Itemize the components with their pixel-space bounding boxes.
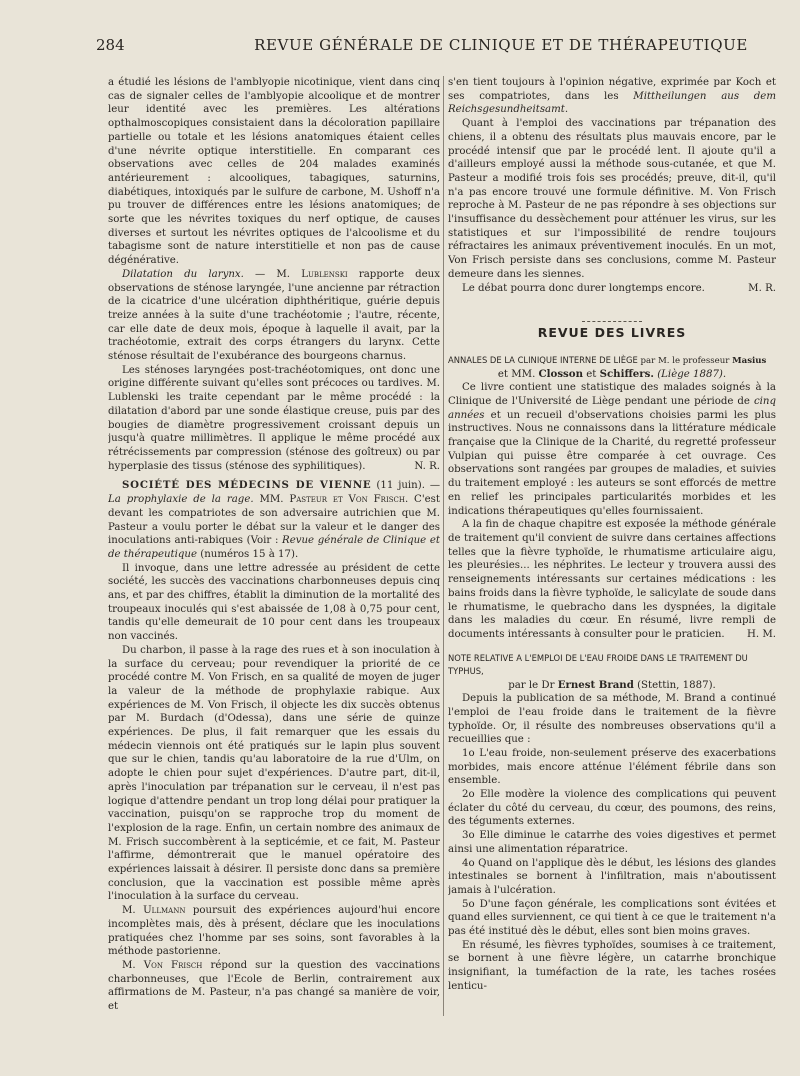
author-name: Lublenski [301,268,348,280]
signature: N. R. [414,460,440,472]
left-column [108,76,440,1066]
book-entry-title: ANNALES DE LA CLINIQUE INTERNE DE LIÈGE par M. le professeur Masius et MM. Closson et Schiffers. (Liège 1887). [448,355,767,380]
page-number: 284 [96,36,125,54]
paragraph: En résumé, les fièvres typhoïdes, soumises à ce traitement, se bornent à une fièvre légère, un catarrhe bronchique insignifiant, la tuméfaction de la rate, les taches rosées lenticu- [448,939,776,992]
signature: M. R. [748,282,776,294]
paragraph: Depuis la publication de sa méthode, M. Brand a continué l'emploi de l'eau froide dans le traitement de la fièvre typhoïde. Or, il résulte des nombreuses observations qu'il a recueillies que : [448,693,776,746]
topic-title: La prophylaxie de la rage. [108,494,254,506]
paragraph-larynx: Dilatation du larynx. — M. Lublenski rapporte deux observations de sténose laryngée, l'une ancienne par rétraction de la cicatrice d'une ulcération diphthéritique, guérie depuis treize années à la suite d'une trachéotomie ; l'autre, récente, car elle date de deux mois, époque à laquelle il avait, par la trachéotomie, extrait des corps étrangers du larynx. Cette sténose résultait de l'exubérance des bourgeons charnus. [108,268,440,363]
list-item: 5o D'une façon générale, les complications sont évitées et quand elles surviennent, ce qui tient à ce que le traitement n'a pas été institué dès le début, elles sont bien moins graves. [448,898,776,938]
right-column [448,76,776,1066]
paragraph: Quant à l'emploi des vaccinations par trépanation des chiens, il a obtenu des résultats plus mauvais encore, par le procédé intensif que par le procédé lent. Il ajoute qu'il a d'ailleurs employé aussi la méthode sous-cutanée, et que M. Pasteur a modifié trois fois ses procédés; preuve, dit-il, qu'il n'a pas encore trouvé une formule définitive. M. Von Frisch reproche à M. Pasteur de ne pas répondre à ses objections sur l'insuffisance du dessèchement pour atténuer les virus, sur les statistiques et sur l'impossibilité de rendre toujours réfractaires les animaux préventivement inoculés. En un mot, Von Frisch persiste dans ses conclusions, comme M. Pasteur demeure dans les siennes. [448,118,776,280]
paragraph: Les sténoses laryngées post-trachéotomiques, ont donc une origine différente suivant qu'elles sont précoces ou tardives. M. Lublenski les traite cependant par le même procédé : la dilatation d'abord par une sonde élastique creuse, puis par des bougies de diamètre progressivement croissant depuis un jusqu'à quatre millimètres. Il applique le même procédé aux rétrécissements par compression (sténose des goîtreux) ou par hyperplasie des tissus (sténose des syphilitiques). N. R. [108,364,440,472]
ornament-divider [448,307,776,315]
paragraph: s'en tient toujours à l'opinion négative, exprimée par Koch et ses compatriotes, dans les Mittheilungen aus dem Reichsgesundheitsamt. [448,77,776,116]
paragraph-society: SOCIÉTÉ DES MÉDECINS DE VIENNE (11 juin). — La prophylaxie de la rage. MM. Pasteur et Von Frisch. C'est devant les compatriotes de son adversaire autrichien que M. Pasteur a voulu porter le débat sur la valeur et le danger des inoculations anti-rabiques (Voir : Revue générale de Clinique et de thérapeutique (numéros 15 à 17). [108,479,440,560]
list-item: 2o Elle modère la violence des complications qui peuvent éclater du côté du cerveau, du cœur, des poumons, des reins, des téguments externes. [448,789,776,828]
section-heading: REVUE DES LIVRES [537,325,687,341]
column-divider [443,76,444,1016]
paragraph: A la fin de chaque chapitre est exposée la méthode générale de traitement qu'il convient de suivre dans certaines affections telles que la fièvre typhoïde, le rhumatisme articulaire aigu, les pleurésies... les néphrites. Le lecteur y trouvera aussi des renseignements intéressants sur certaines médications : les bains froids dans la fièvre typhoïde, le salicylate de soude dans le rhumatisme, le quebracho dans les dyspnées, la digitale dans les maladies du cœur. En résumé, livre rempli de documents intéressants à consulter pour le praticien. H. M. [448,519,776,640]
running-title: REVUE GÉNÉRALE DE CLINIQUE ET DE THÉRAPEUTIQUE [254,36,748,54]
paragraph: Il invoque, dans une lettre adressée au président de cette société, les succès des vaccinations charbonneuses depuis cinq ans, et par des chiffres, établit la diminution de la mortalité des troupeaux inoculés qui s'est abaissée de 1,08 à 0,75 pour cent, tandis qu'elle demeurait de 10 pour cent dans les troupeaux non vaccinés. [108,562,440,643]
signature: H. M. [746,628,776,640]
list-item: 3o Elle diminue le catarrhe des voies digestives et permet ainsi une alimentation réparatrice. [448,830,776,855]
text-columns [108,76,774,1066]
section-title: SOCIÉTÉ DES MÉDECINS DE VIENNE [122,479,372,492]
list-item: 4o Quand on l'applique dès le début, les lésions des glandes intestinales se bornent à l'infiltration, mais n'aboutissent jamais à l'ulcération. [448,857,776,896]
topic-title: Dilatation du larynx. [122,268,244,280]
paragraph: Ce livre contient une statistique des malades soignés à la Clinique de l'Université de Liège pendant une période de cinq années et un recueil d'observations choisies parmi les plus instructives. Nous ne connaissons dans la littérature médicale française que la Clinique de la Charité, du regretté professeur Vulpian qui puisse être comparée à cet ouvrage. Ces observations sont rangées par groupes de maladies, et suivies du traitement employé : les auteurs se sont efforcés de mettre en relief les principales particularités morbides et les indications thérapeutiques qu'elles fournissaient. [448,382,776,517]
page-header [88,34,774,58]
book-entry-title: NOTE RELATIVE A L'EMPLOI DE L'EAU FROIDE DANS LE TRAITEMENT DU TYPHUS, par le Dr Ernest Brand (Stettin, 1887). [448,652,748,691]
paragraph: M. Von Frisch répond sur la question des vaccinations charbonneuses, que l'Ecole de Berlin, contrairement aux affirmations de M. Pasteur, n'a pas changé sa manière de voir, et [108,960,440,1013]
paragraph: Le débat pourra donc durer longtemps encore. M. R. [462,282,776,294]
list-item: 1o L'eau froide, non-seulement préserve des exacerbations morbides, mais encore atténue l'élément fébrile dans son ensemble. [448,747,776,787]
paragraph: a étudié les lésions de l'amblyopie nicotinique, vient dans cinq cas de signaler celles de l'amblyopie alcoolique et de montrer leur identité avec les premières. Les altérations opthalmoscopiques consistaient dans la décoloration papillaire partielle ou totale et les lésions anatomiques étaient celles d'une névrite optique interstitielle. En comparant ces observations avec celles de 204 malades examinés antérieurement : alcooliques, tabagiques, saturnins, diabétiques, intoxiqués par le sulfure de carbone, M. Ushoff n'a pu trouver de différences entre les lésions anatomiques; de sorte que les névrites toxiques du nerf optique, de causes diverses et surtout les névrites optiques de l'alcoolisme et du tabagisme sont de nature interstitielle et non pas de cause dégénérative. [108,77,440,267]
paragraph: M. Ullmann poursuit des expériences aujourd'hui encore incomplètes mais, dès à présent, déclare que les inoculations pratiquées chez l'homme par ses soins, sont favorables à la méthode pastorienne. [108,905,440,958]
paragraph: Du charbon, il passe à la rage des rues et à son inoculation à la surface du cerveau; pour revendiquer la priorité de ce procédé contre M. Von Frisch, en sa qualité de moyen de juger la valeur de la méthode de prophylaxie rabique. Aux expériences de M. Von Frisch, il objecte les dix succès obtenus par M. Burdach (d'Odessa), dans une série de quinze expériences. De plus, il fait remarquer que les essais du médecin viennois ont été pratiqués sur le lapin plus souvent que sur le chien, tandis qu'au laboratoire de la rue d'Ulm, on adopte le chien pour sujet d'expériences. D'autre part, dit-il, après l'inoculation par trépanation sur le cerveau, il n'est pas logique d'attendre pendant un trop long délai pour pratiquer la vaccination, puisqu'on se rapproche trop du moment de l'explosion de la rage. Enfin, un certain nombre des animaux de M. Frisch succombèrent à la septicémie, et ce fait, M. Pasteur l'affirme, démontrerait que le manuel opératoire des expériences laissait à désirer. Il persiste donc dans sa première conclusion, que la vaccination est possible même après l'inoculation à la surface du cerveau. [108,644,440,903]
